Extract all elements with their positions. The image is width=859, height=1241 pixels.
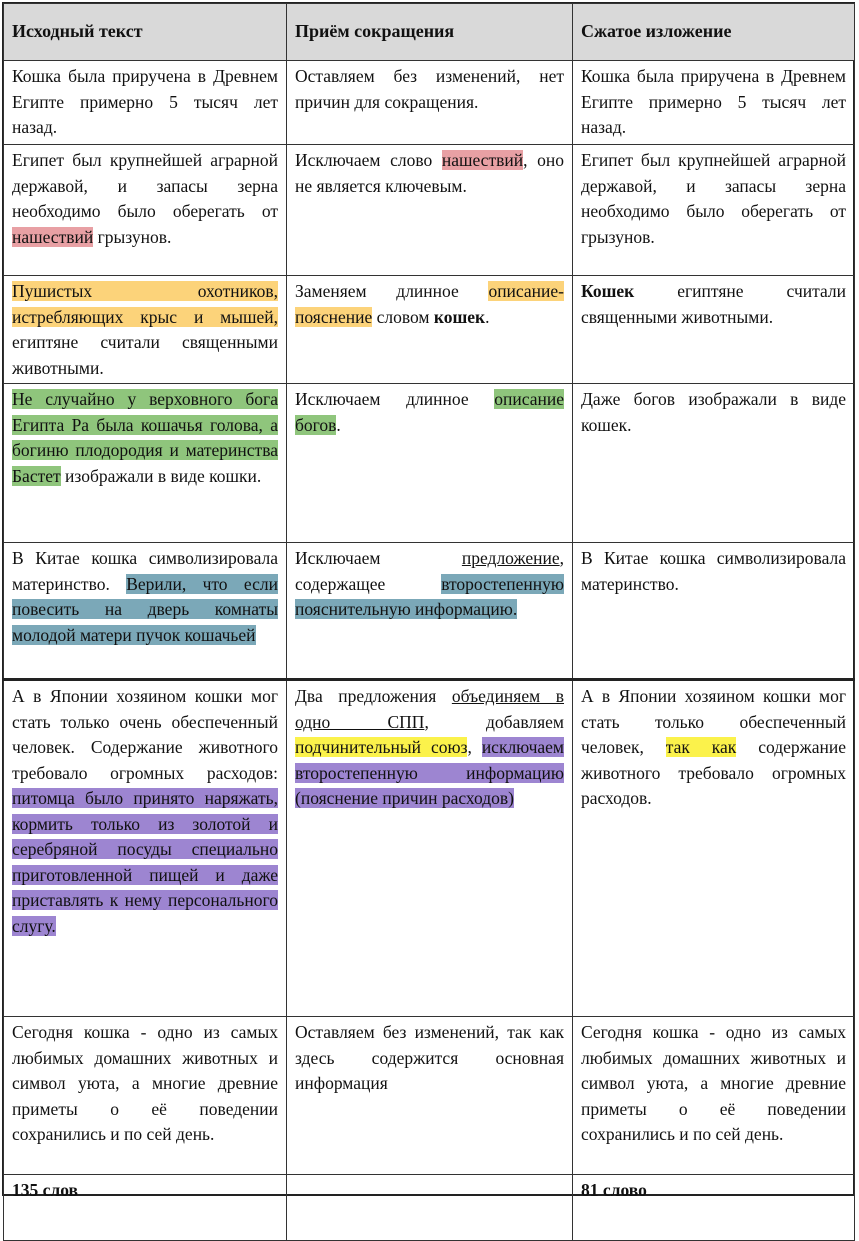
source-cell [4, 680, 287, 1017]
text-segment: грызунов. [93, 226, 172, 247]
text-segment: Заменяем длинное [295, 281, 489, 301]
method-cell [287, 276, 573, 384]
method-cell [287, 61, 573, 145]
text-segment: Даже богов изображали в виде кошек. [581, 389, 846, 435]
table-row [4, 680, 855, 1017]
text-segment: изображали в виде кошки. [60, 465, 262, 486]
header-method: Приём сокращения [287, 4, 573, 61]
table-row [4, 145, 855, 276]
highlighted-text: описание-пояснение [295, 281, 564, 327]
text-segment: Исключаем длинное [295, 389, 495, 409]
result-cell [573, 145, 855, 276]
method-cell [287, 680, 573, 1017]
table-row [4, 61, 855, 145]
highlighted-text: подчинительный союз [295, 737, 468, 757]
text-segment: содержание животного требовало огромных расходов. [581, 737, 847, 808]
source-cell [4, 543, 287, 680]
table-row [4, 1017, 855, 1175]
highlighted-text: описание богов [295, 389, 564, 435]
source-word-count-text: 135 слов [12, 1180, 78, 1200]
result-cell [573, 680, 855, 1017]
header-result: Сжатое изложение [573, 4, 855, 61]
source-cell [4, 276, 287, 384]
highlighted-text: нашествий [12, 226, 94, 247]
text-segment: Сегодня кошка - одно из самых любимых домашних животных и символ уюта, а многие древние приметы о её поведении сохранились и по сей день. [12, 1022, 278, 1144]
compression-table [3, 3, 855, 1241]
method-cell [287, 543, 573, 680]
highlighted-text: питомца было принято наряжать, кормить только из золотой и серебряной посуды специально приготовленной пищей и даже приставлять к нему персонального слугу. [12, 788, 278, 936]
header-source: Исходный текст [4, 4, 287, 61]
highlighted-text: Пушистых охотников, истребляющих крыс и мышей, [12, 281, 278, 327]
highlighted-text: Верили, что если повесить на дверь комнаты молодой матери пучок кошачьей [12, 573, 278, 645]
highlighted-text: второстепенную пояснительную информацию. [295, 573, 564, 619]
text-segment: предложение [461, 548, 560, 568]
text-segment: Египет был крупнейшей аграрной державой, и запасы зерна необходимо было оберегать от [12, 150, 278, 221]
result-word-count [573, 1175, 855, 1241]
table-row [4, 384, 855, 543]
text-segment: Оставляем без изменений, так как здесь содержится основная информация [295, 1022, 564, 1093]
source-word-count [4, 1175, 287, 1241]
text-segment: А в Японии хозяином кошки мог стать только обеспеченный человек, [581, 686, 846, 757]
text-segment: Два предложения [295, 686, 452, 706]
text-segment: В Китае кошка символизировала материнство. [581, 548, 846, 594]
text-segment: , оно не является ключевым. [295, 150, 564, 196]
text-segment: . [336, 414, 341, 435]
text-segment: египтяне считали священными животными. [12, 332, 278, 378]
method-cell [287, 145, 573, 276]
source-cell [4, 61, 287, 145]
header-row [4, 4, 855, 61]
table-row [4, 543, 855, 680]
text-segment: , [467, 737, 482, 757]
table-body [4, 61, 855, 1175]
text-segment: . [485, 306, 490, 327]
highlighted-text: нашествий [441, 150, 524, 170]
text-segment: Сегодня кошка - одно из самых любимых домашних животных и символ уюта, а многие древние приметы о её поведении сохранились и по сей день. [581, 1022, 846, 1144]
result-cell [573, 384, 855, 543]
text-segment: египтяне считали священными животными. [581, 281, 846, 327]
result-cell [573, 543, 855, 680]
method-cell [287, 384, 573, 543]
result-cell [573, 1017, 855, 1175]
text-segment: Кошка была приручена в Древнем Египте примерно 5 тысяч лет назад. [12, 66, 278, 137]
source-cell [4, 384, 287, 543]
highlighted-text: так как [665, 737, 737, 757]
text-segment: В Китае кошка символизировала материнство. [12, 548, 278, 594]
source-cell [4, 1017, 287, 1175]
text-segment: А в Японии хозяином кошки мог стать только очень обеспеченный человек. Содержание животного требовало огромных расходов: [12, 686, 278, 783]
text-segment: Кошек [581, 281, 635, 301]
text-segment: Исключаем слово [295, 150, 442, 170]
source-cell [4, 145, 287, 276]
result-word-count-text: 81 слово [581, 1180, 647, 1200]
text-segment: объединяем в одно СПП [295, 686, 565, 732]
method-word-count [287, 1175, 573, 1241]
result-cell [573, 276, 855, 384]
text-segment: словом [372, 306, 434, 327]
text-segment: Исключаем [295, 548, 462, 568]
text-segment: Египет был крупнейшей аграрной державой, и запасы зерна необходимо было оберегать от грызунов. [581, 150, 846, 247]
method-cell [287, 1017, 573, 1175]
text-segment: кошек [433, 306, 486, 327]
text-segment: , содержащее [295, 548, 564, 594]
text-segment: Кошка была приручена в Древнем Египте примерно 5 тысяч лет назад. [581, 66, 846, 137]
result-cell [573, 61, 855, 145]
table-row [4, 276, 855, 384]
text-segment: , добавляем [424, 711, 565, 732]
highlighted-text: Не случайно у верховного бога Египта Ра была кошачья голова, а богиню плодородия и материнства Бастет [12, 389, 278, 486]
word-count-row [4, 1175, 855, 1241]
text-segment: Оставляем без изменений, нет причин для сокращения. [295, 66, 564, 112]
highlighted-text: исключаем второстепенную информацию (пояснение причин расходов) [295, 737, 564, 808]
